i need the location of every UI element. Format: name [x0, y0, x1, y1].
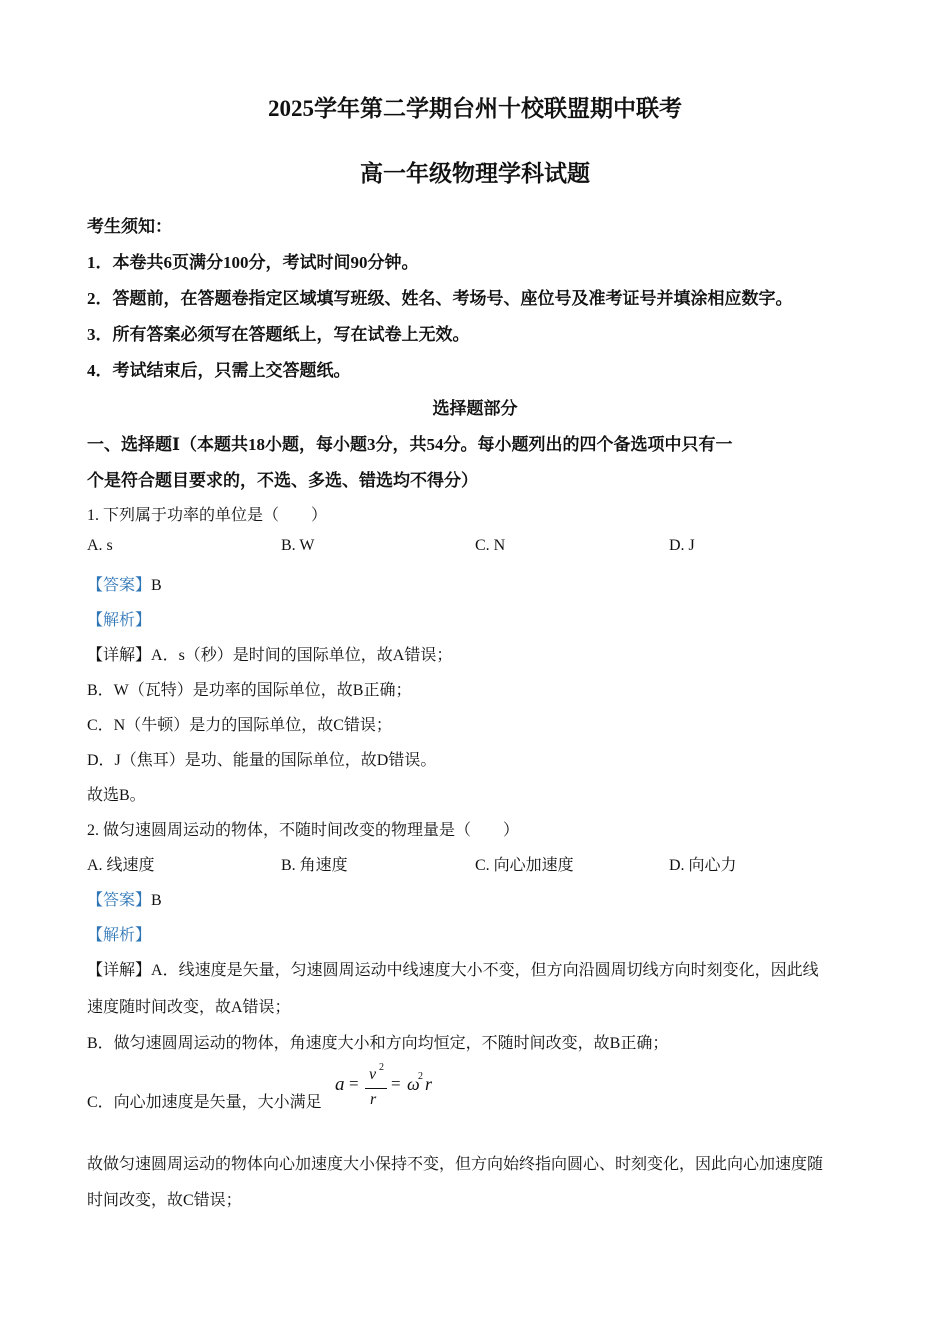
- answer-tag: 【答案】: [87, 577, 152, 594]
- question-2-stem: 2. 做匀速圆周运动的物体，不随时间改变的物理量是（ ）: [87, 822, 520, 839]
- q1-detail: [87, 642, 452, 665]
- q2-analysis-tag: 【解析】: [87, 927, 152, 944]
- formula-omega: ω: [407, 1074, 420, 1094]
- answer-tag: 【答案】: [87, 892, 152, 909]
- formula-omega-exp: 2: [418, 1071, 423, 1082]
- detail-text: A．s（秒）是时间的国际单位，故A错误；: [151, 647, 453, 664]
- formula-numerator-exp: 2: [379, 1062, 384, 1073]
- q2-detail-line: 时间改变，故C错误；: [87, 1192, 242, 1209]
- q2-detail: [87, 957, 819, 980]
- answer-value: B: [151, 577, 162, 594]
- q1-detail-line: C．N（牛顿）是力的国际单位，故C错误；: [87, 717, 392, 734]
- q1-option-a: A. s: [87, 537, 113, 554]
- exam-title: 2025学年第二学期台州十校联盟期中联考: [268, 96, 682, 121]
- q1-answer: [87, 572, 162, 595]
- q1-option-c: C. N: [475, 537, 506, 554]
- q2-detail-line: B．做匀速圆周运动的物体，角速度大小和方向均恒定，不随时间改变，故B正确；: [87, 1035, 669, 1052]
- formula-numerator: v: [369, 1066, 377, 1083]
- q2-detail-line: 速度随时间改变，故A错误；: [87, 999, 291, 1016]
- section-title: 选择题部分: [432, 399, 518, 418]
- q2-detail-line: C．向心加速度是矢量，大小满足: [87, 1094, 322, 1111]
- q2-option-c: C. 向心加速度: [475, 857, 574, 874]
- q2-option-a: A. 线速度: [87, 857, 155, 874]
- q1-conclusion: 故选B。: [87, 787, 146, 804]
- section-instruction: 一、选择题Ⅰ（本题共18小题，每小题3分，共54分。每小题列出的四个备选项中只有一: [87, 435, 733, 454]
- q1-detail-line: D．J（焦耳）是功、能量的国际单位，故D错误。: [87, 752, 437, 769]
- q1-option-d: D. J: [669, 537, 695, 554]
- detail-text: A．线速度是矢量，匀速圆周运动中线速度大小不变，但方向沿圆周切线方向时刻变化，因此线: [151, 962, 819, 979]
- formula-r: r: [425, 1074, 433, 1094]
- formula-equals-2: =: [391, 1074, 401, 1093]
- question-1-stem: 1. 下列属于功率的单位是（ ）: [87, 507, 328, 524]
- q2-option-b: B. 角速度: [281, 857, 348, 874]
- q1-option-b: B. W: [281, 537, 315, 554]
- formula-equals: =: [349, 1074, 359, 1093]
- section-instruction: 个是符合题目要求的，不选、多选、错选均不得分）: [87, 471, 478, 490]
- notice-item: 2．答题前，在答题卷指定区域填写班级、姓名、考场号、座位号及准考证号并填涂相应数字。: [87, 289, 793, 308]
- fraction-bar: [365, 1088, 387, 1089]
- notice-heading: 考生须知：: [87, 217, 172, 236]
- q1-analysis-tag: 【解析】: [87, 612, 152, 629]
- exam-subtitle: 高一年级物理学科试题: [360, 161, 590, 186]
- notice-item: 3．所有答案必须写在答题纸上，写在试卷上无效。: [87, 325, 470, 344]
- centripetal-acceleration-formula: [335, 1064, 445, 1114]
- answer-value: B: [151, 892, 162, 909]
- notice-item: 4．考试结束后，只需上交答题纸。: [87, 361, 351, 380]
- q2-answer: [87, 887, 162, 910]
- q2-detail-line: 故做匀速圆周运动的物体向心加速度大小保持不变，但方向始终指向圆心、时刻变化，因此向心加速度随: [87, 1156, 824, 1173]
- detail-tag: 【详解】: [87, 647, 152, 664]
- q1-detail-line: B．W（瓦特）是功率的国际单位，故B正确；: [87, 682, 412, 699]
- formula-denominator: r: [370, 1091, 377, 1108]
- detail-tag: 【详解】: [87, 962, 152, 979]
- formula-lhs: a: [335, 1074, 345, 1095]
- q2-option-d: D. 向心力: [669, 857, 737, 874]
- notice-item: 1．本卷共6页满分100分，考试时间90分钟。: [87, 253, 419, 272]
